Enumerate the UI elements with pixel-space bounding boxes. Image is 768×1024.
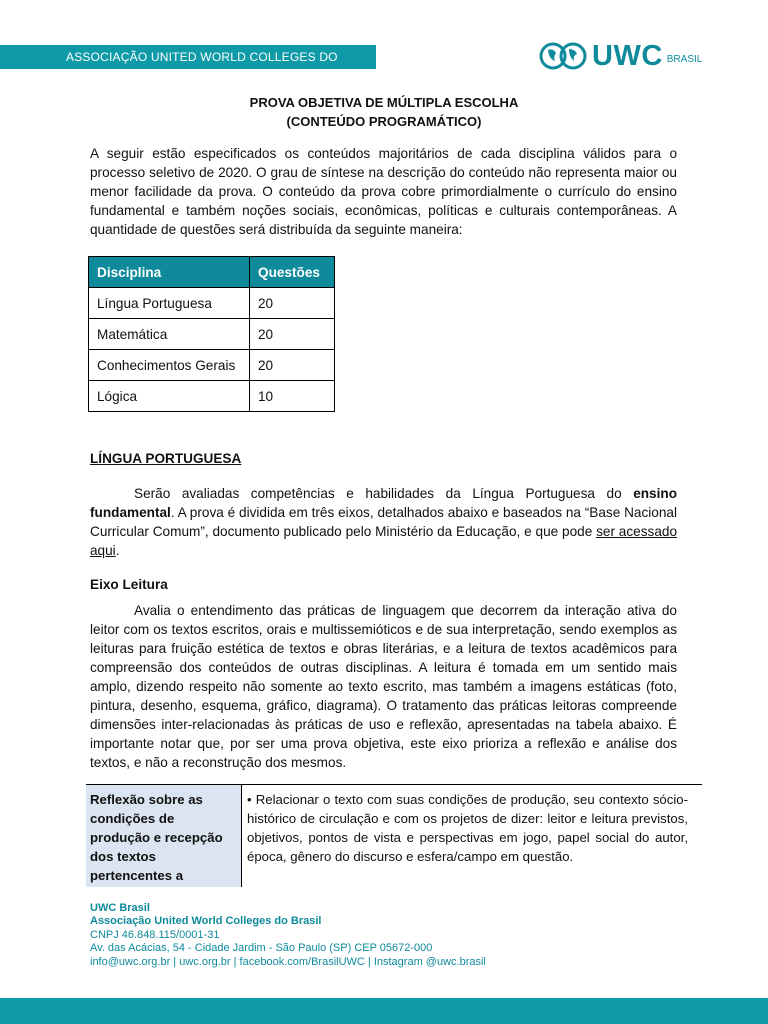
logo-subtext: BRASIL (666, 53, 703, 65)
subheading-eixo-leitura: Eixo Leitura (90, 577, 168, 592)
footer (90, 902, 486, 969)
header-band (0, 45, 376, 88)
paragraph-text: Serão avaliadas competências e habilidades da Língua Portuguesa do (134, 486, 634, 501)
globe-icon (538, 41, 588, 71)
table-header-cell: Questões (250, 257, 335, 288)
footer-org-full: Associação United World Colleges do Brasil (90, 915, 322, 928)
table-cell: Lógica (89, 381, 250, 412)
footer-org-short: UWC Brasil (90, 902, 150, 914)
section-paragraph (90, 484, 677, 560)
table-row (89, 319, 335, 350)
header-band-text: ASSOCIAÇÃO UNITED WORLD COLLEGES DO BRASIL (66, 50, 338, 88)
table-cell: 10 (250, 381, 335, 412)
reflexao-label-cell: Reflexão sobre as condições de produção e recepção dos textos pertencentes a (86, 785, 242, 887)
paragraph-text: . (115, 543, 120, 558)
footer-cnpj: CNPJ 46.848.115/0001-31 (90, 928, 220, 941)
bottom-band (0, 998, 768, 1024)
footer-contacts: info@uwc.org.br | uwc.org.br | facebook.com/BrasilUWC | Instagram @uwc.brasil (90, 955, 486, 968)
uwc-logo (538, 36, 702, 76)
table-header-row (89, 257, 335, 288)
paragraph-text: . A prova é dividida em três eixos, detalhados abaixo e baseados na “Base Nacional Curricular Comum”, documento publicado pelo Ministério da Educação, e que pode (90, 505, 677, 539)
table-cell: Matemática (89, 319, 250, 350)
reflexao-table (86, 784, 702, 887)
section-heading: LÍNGUA PORTUGUESA (90, 451, 242, 466)
table-cell: 20 (250, 319, 335, 350)
access-link[interactable]: ser acessado aqui (90, 524, 677, 558)
table-row (89, 350, 335, 381)
table-cell: 20 (250, 350, 335, 381)
table-row (89, 288, 335, 319)
reflexao-content-cell: • Relacionar o texto com suas condições de produção, seu contexto sócio-histórico de circulação e com os projetos de dizer: leitor e leitura previstos, objetivos, pontos de vista e perspectivas em jogo, papel social do autor, época, gênero do discurso e esfera/campo em questão. (247, 792, 688, 864)
table-header-cell: Disciplina (89, 257, 250, 288)
table-row (89, 381, 335, 412)
logo-text: UWC (592, 39, 663, 72)
table-cell: Conhecimentos Gerais (89, 350, 250, 381)
document-subtitle: (CONTEÚDO PROGRAMÁTICO) (286, 114, 482, 129)
paragraph-bold-text: ensino fundamental (90, 486, 677, 520)
subjects-table (88, 256, 335, 412)
document-title: PROVA OBJETIVA DE MÚLTIPLA ESCOLHA (249, 95, 519, 110)
table-cell: 20 (250, 288, 335, 319)
footer-address: Av. das Acácias, 54 - Cidade Jardim - São Paulo (SP) CEP 05672-000 (90, 942, 433, 955)
eixo-leitura-paragraph: Avalia o entendimento das práticas de linguagem que decorrem da interação ativa do leitor com os textos escritos, orais e multissemióticos e de sua interpretação, sendo exemplos as leituras para fruição estética de textos e obras literárias, e a leitura de textos acadêmicos para compreensão dos conteúdos de outras disciplinas. A leitura é tomada em um sentido mais amplo, dizendo respeito não somente ao texto escrito, mas também a imagens estáticas (foto, pintura, desenho, esquema, gráfico, diagrama). O tratamento das práticas leitoras compreende dimensões inter-relacionadas às práticas de uso e reflexão, apresentadas na tabela abaixo. É importante notar que, por ser uma prova objetiva, este eixo prioriza a reflexão e análise dos textos, e não a reconstrução dos mesmos. (90, 603, 677, 770)
intro-paragraph: A seguir estão especificados os conteúdos majoritários de cada disciplina válidos para o processo seletivo de 2020. O grau de síntese na descrição do conteúdo não representa maior ou menor facilidade da prova. O conteúdo da prova cobre primordialmente o currículo do ensino fundamental e também noções sociais, econômicas, políticas e culturais contemporâneas. A quantidade de questões será distribuída da seguinte maneira: (90, 146, 677, 237)
table-cell: Língua Portuguesa (89, 288, 250, 319)
